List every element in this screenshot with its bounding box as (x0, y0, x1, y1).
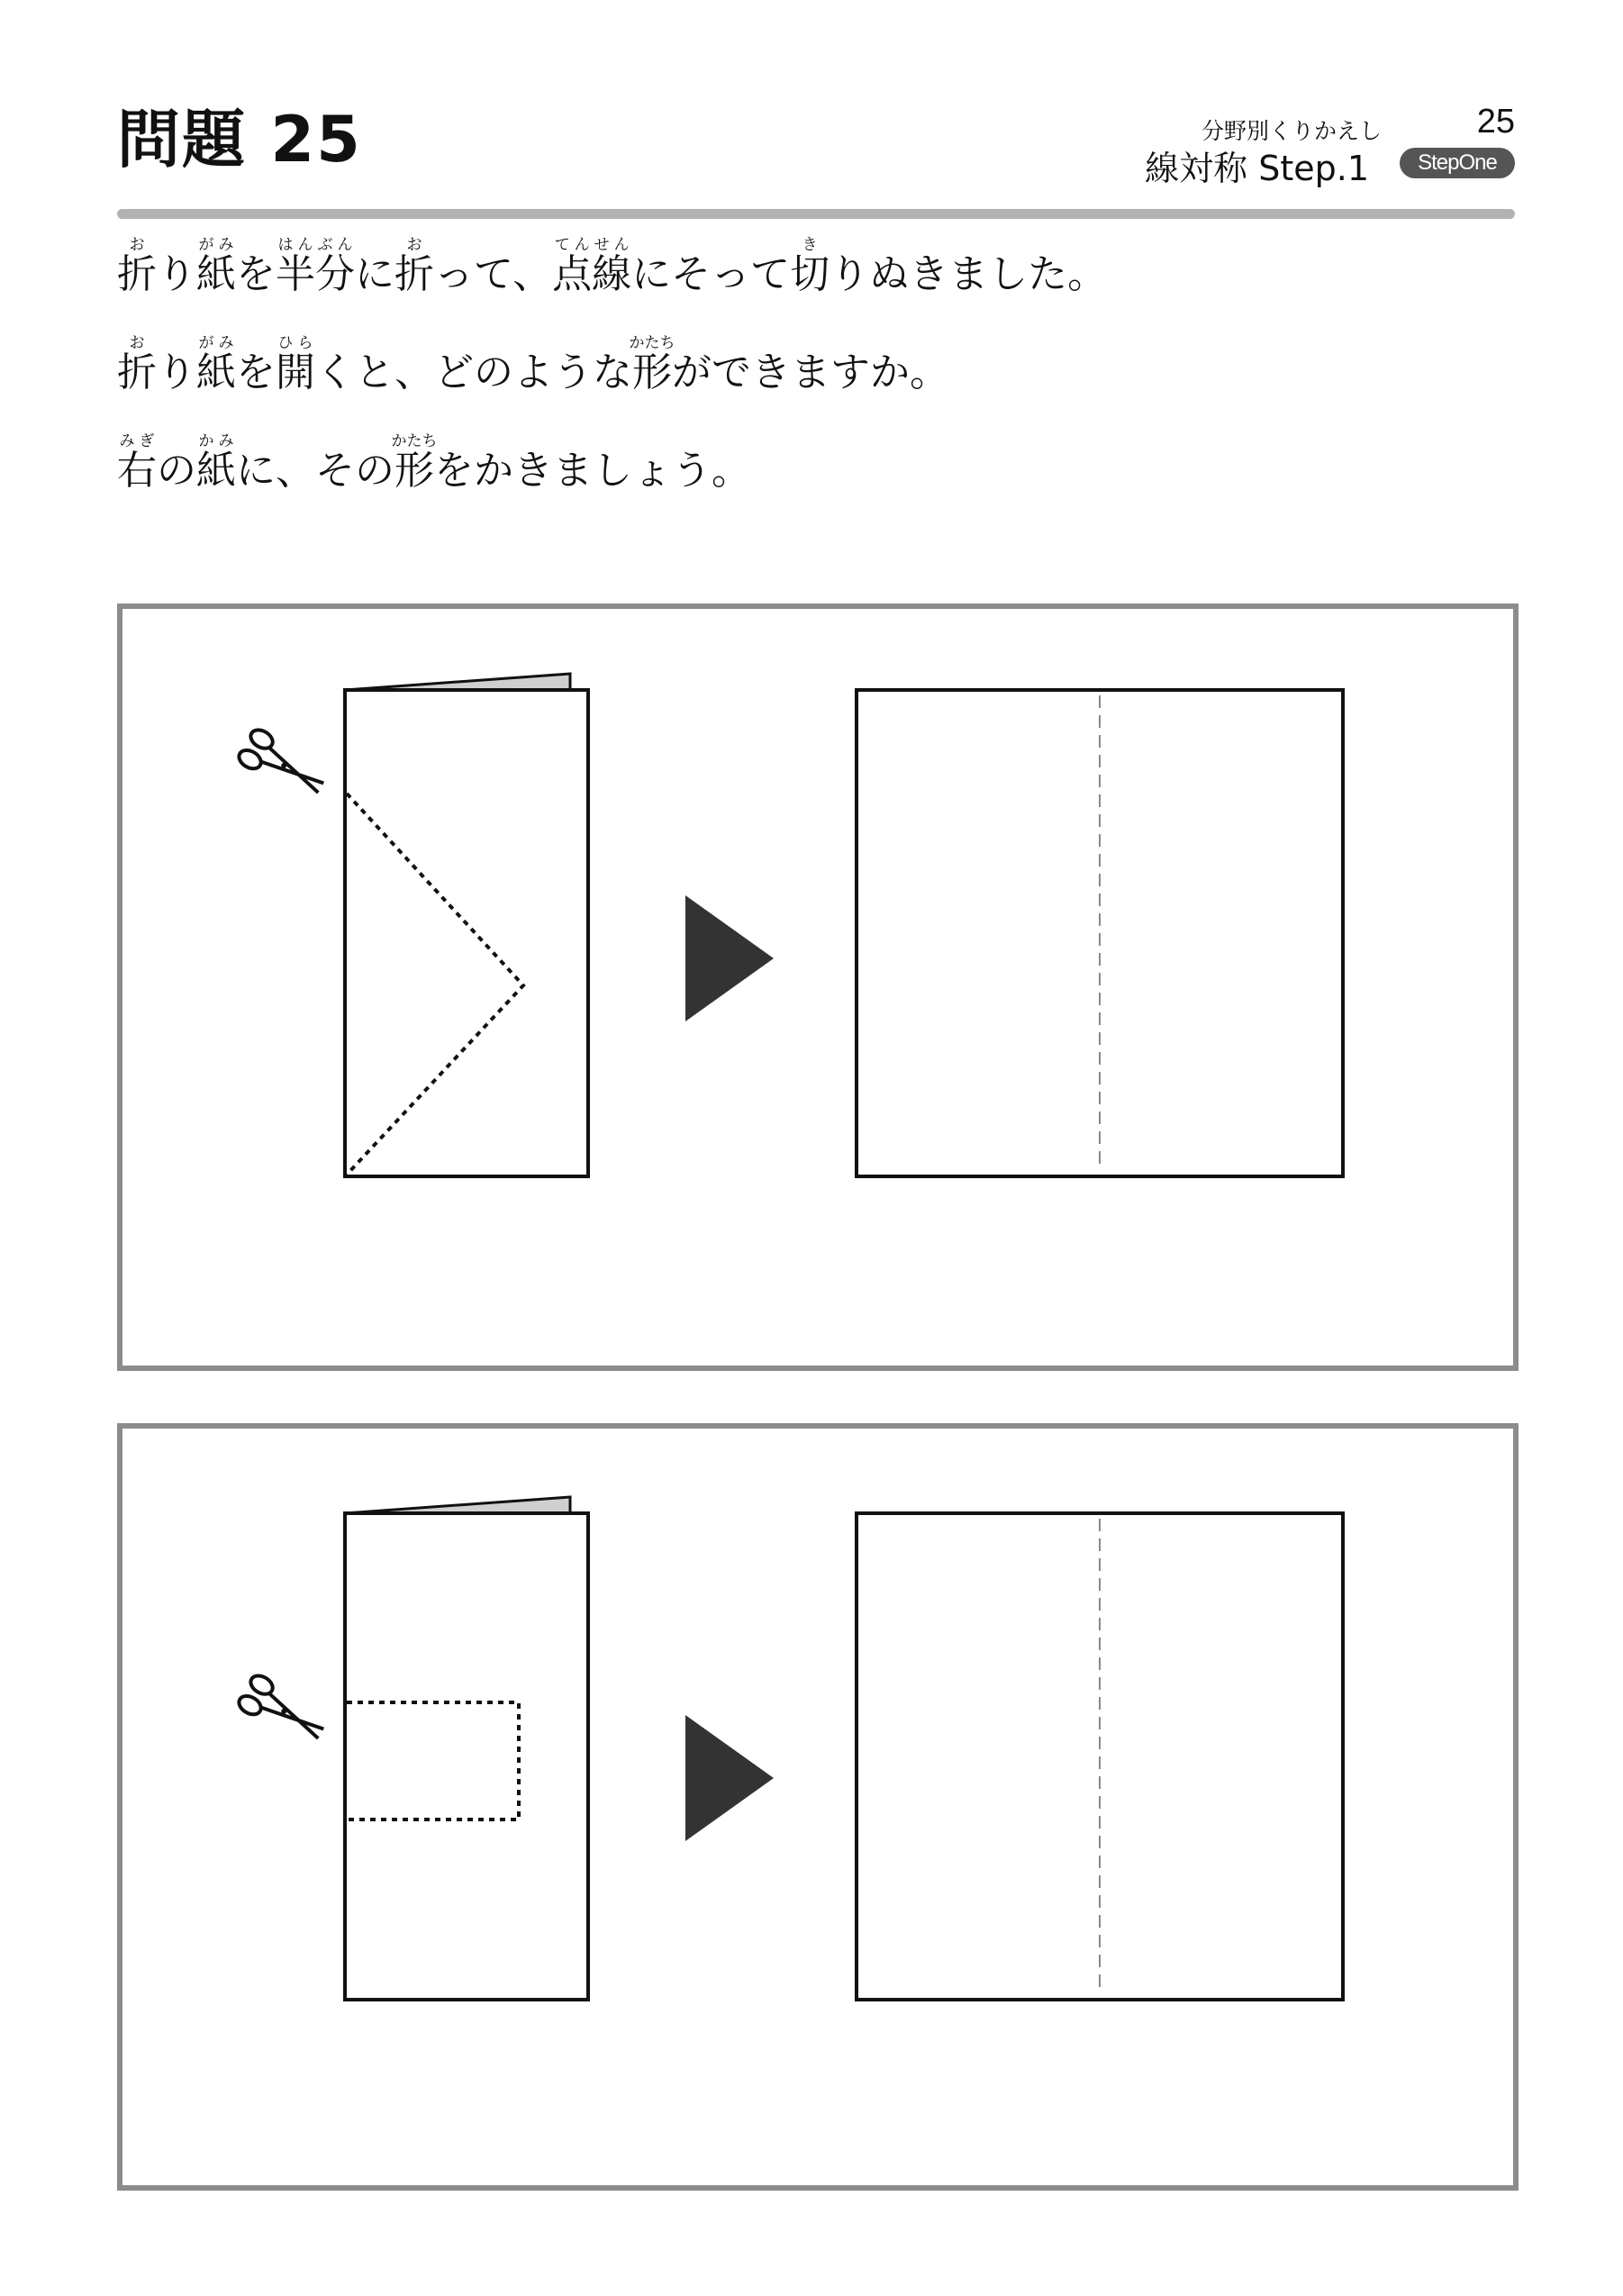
furigana: みぎ (117, 432, 157, 450)
ruby-word: 形かたち (391, 432, 438, 494)
problem-panel-1 (117, 603, 1519, 1371)
ruby-word: 半分はんぶん (276, 236, 355, 297)
ruby-word: 切き (790, 236, 830, 297)
answer-paper[interactable] (857, 690, 1343, 1176)
header-rule (117, 209, 1515, 219)
ruby-word: 折お (117, 334, 157, 395)
ruby-word: 紙がみ (196, 236, 236, 297)
ruby-word: 右みぎ (117, 432, 157, 494)
furigana: てんせん (552, 236, 632, 254)
play-arrow-icon (685, 1715, 774, 1841)
problem-2-illustration (122, 1429, 1513, 2185)
ruby-word: 紙がみ (196, 334, 236, 395)
ruby-word: 形かたち (629, 334, 675, 395)
problem-panel-2 (117, 1423, 1519, 2191)
instructions (117, 236, 1107, 531)
text-segment: り (157, 251, 196, 297)
ruby-word: 開ひら (276, 334, 315, 395)
furigana: お (394, 236, 434, 254)
furigana: がみ (196, 334, 236, 352)
scissors-icon (236, 726, 331, 804)
ruby-word: 折お (394, 236, 434, 297)
ruby-word: 点線てんせん (552, 236, 632, 297)
instruction-line-2 (117, 334, 1107, 396)
text-segment: の (157, 448, 196, 494)
text-segment: を (236, 251, 276, 297)
furigana: お (117, 236, 157, 254)
furigana: がみ (196, 236, 236, 254)
play-arrow-icon (685, 895, 774, 1021)
text-segment: りぬきました。 (830, 251, 1108, 297)
text-segment: を (236, 349, 276, 395)
furigana: き (790, 236, 830, 254)
furigana: はんぶん (276, 236, 355, 254)
ruby-word: 紙かみ (196, 432, 236, 494)
text-segment: って、 (434, 251, 553, 297)
text-segment: に (355, 251, 394, 297)
answer-paper[interactable] (857, 1513, 1343, 2000)
furigana: ひら (276, 334, 315, 352)
text-segment: に、その (236, 448, 394, 494)
furigana: かたち (629, 334, 675, 352)
ruby-word: 折お (117, 236, 157, 297)
furigana: かみ (196, 432, 236, 450)
page-number: 25 (1476, 103, 1515, 141)
folded-paper (345, 674, 588, 1176)
text-segment: にそって (631, 251, 791, 297)
text-segment: をかきましょう。 (434, 448, 751, 494)
text-segment: ができますか。 (672, 349, 949, 395)
series-label: 分野別くりかえし (1201, 118, 1382, 144)
furigana: かたち (391, 432, 438, 450)
text-segment: くと、どのような (315, 349, 632, 395)
scissors-icon (236, 1672, 331, 1750)
text-segment: り (157, 349, 196, 395)
stepone-badge: StepOne (1400, 148, 1515, 178)
category-label: 線対称 Step.1 (1145, 149, 1369, 188)
instruction-line-1 (117, 236, 1107, 298)
furigana: お (117, 334, 157, 352)
instruction-line-3 (117, 432, 1107, 495)
problem-1-illustration (122, 609, 1513, 1366)
problem-title: 問題 25 (117, 103, 362, 177)
folded-paper (345, 1497, 588, 2000)
